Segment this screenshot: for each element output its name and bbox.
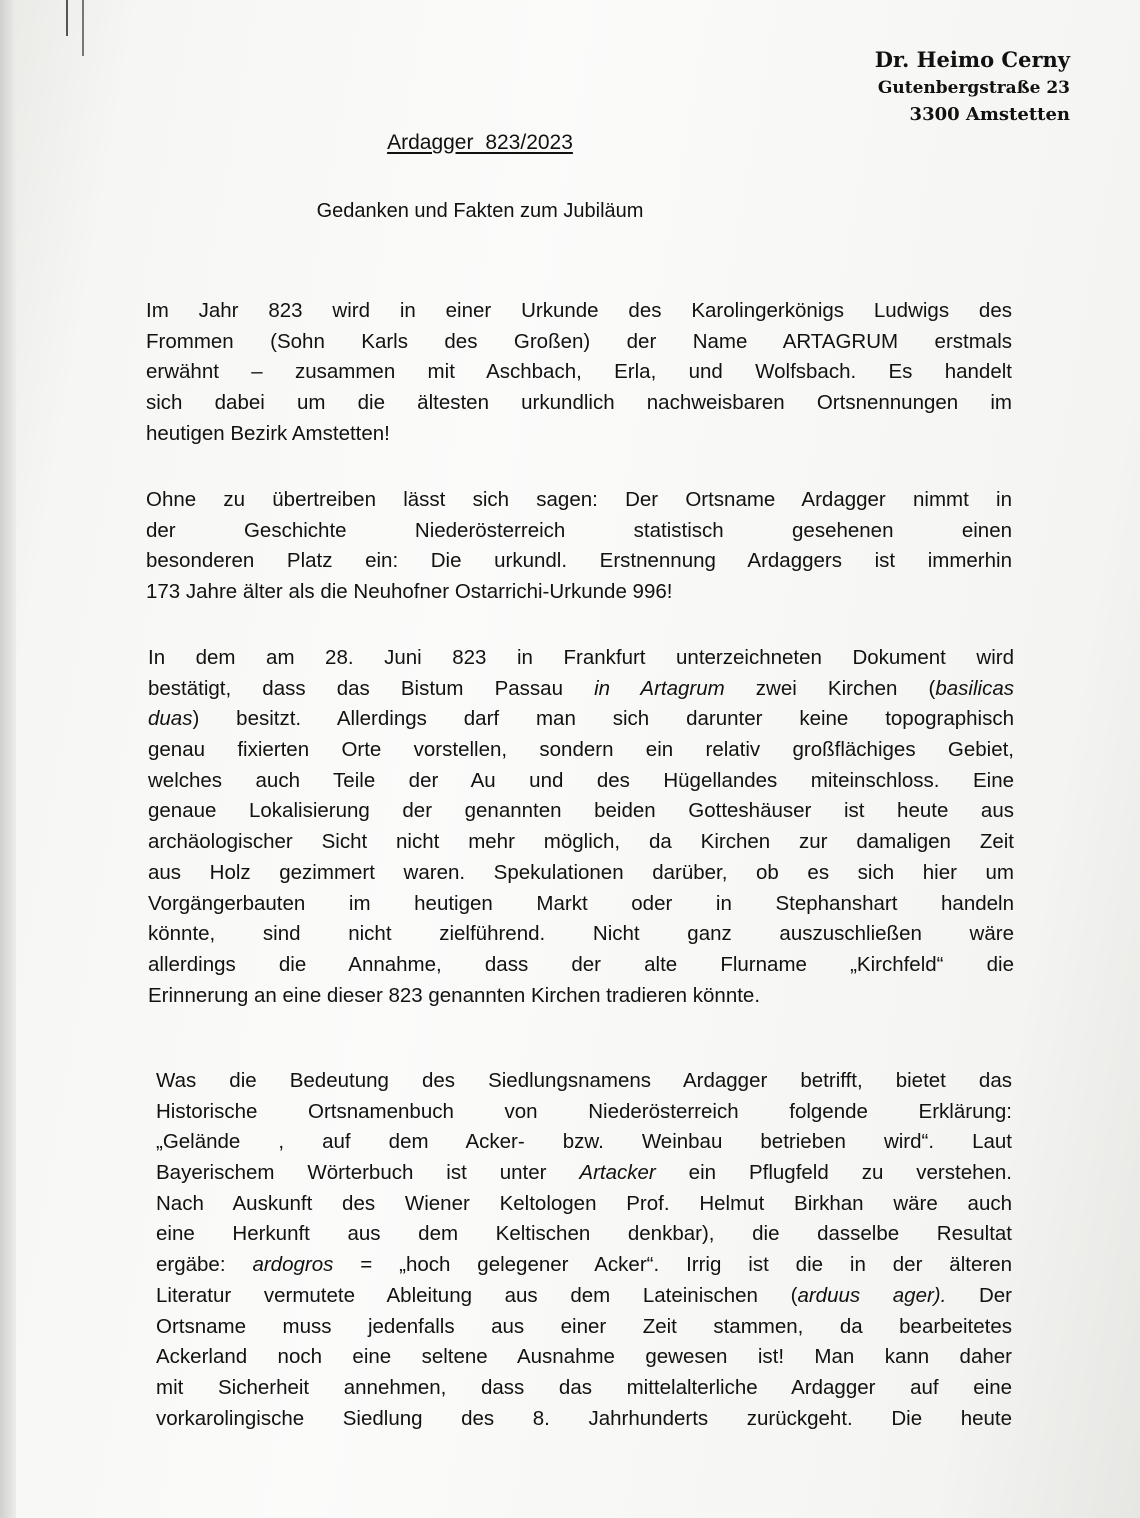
text-line: Was die Bedeutung des Siedlungsnamens Ardagger betrifft, bietet das	[156, 1069, 1012, 1092]
text-line: Ohne zu übertreiben lässt sich sagen: Der Ortsname Ardagger nimmt in	[146, 488, 1012, 511]
text-line: welches auch Teile der Au und des Hügellandes miteinschloss. Eine	[148, 768, 1014, 792]
paper-clip-mark	[66, 0, 68, 36]
text-line: der Geschichte Niederösterreich statistisch gesehenen einen	[146, 518, 1012, 542]
text-line: Literatur vermutete Ableitung aus dem Lateinischen (arduus ager). Der	[156, 1283, 1012, 1307]
text-line: bestätigt, dass das Bistum Passau in Artagrum zwei Kirchen (basilicas	[148, 676, 1014, 700]
text-line: Historische Ortsnamenbuch von Niederösterreich folgende Erklärung:	[156, 1099, 1012, 1123]
text-line: Nach Auskunft des Wiener Keltologen Prof. Helmut Birkhan wäre auch	[156, 1191, 1012, 1215]
paragraph-2	[146, 485, 1012, 608]
text-line: ergäbe: ardogros = „hoch gelegener Acker“. Irrig ist die in der älteren	[156, 1253, 1012, 1277]
text-line: heutigen Bezirk Amstetten!	[146, 421, 390, 445]
text-line: Ackerland noch eine seltene Ausnahme gewesen ist! Man kann daher	[156, 1345, 1012, 1369]
text-line: „Gelände , auf dem Acker- bzw. Weinbau betrieben wird“. Laut	[156, 1130, 1012, 1154]
sender-address-block	[875, 44, 1070, 130]
text-line: Im Jahr 823 wird in einer Urkunde des Karolingerkönigs Ludwigs des	[146, 299, 1012, 322]
text-line: duas) besitzt. Allerdings darf man sich darunter keine topographisch	[148, 707, 1014, 731]
text-line: könnte, sind nicht zielführend. Nicht ganz auszuschließen wäre	[148, 922, 1014, 946]
text-line: sich dabei um die ältesten urkundlich nachweisbaren Ortsnennungen im	[146, 391, 1012, 415]
paragraph-4	[156, 1066, 1012, 1434]
text-line: allerdings die Annahme, dass der alte Flurname „Kirchfeld“ die	[148, 952, 1014, 976]
text-line: Erinnerung an eine dieser 823 genannten Kirchen tradieren könnte.	[148, 983, 761, 1007]
text-line: 173 Jahre älter als die Neuhofner Ostarrichi-Urkunde 996!	[146, 580, 673, 604]
document-title	[0, 131, 960, 155]
document-subtitle: Gedanken und Fakten zum Jubiläum	[316, 200, 644, 222]
text-line: eine Herkunft aus dem Keltischen denkbar), die dasselbe Resultat	[156, 1222, 1012, 1246]
text-line: besonderen Platz ein: Die urkundl. Erstnennung Ardaggers ist immerhin	[146, 549, 1012, 573]
text-line: Vorgängerbauten im heutigen Markt oder in Stephanshart handeln	[148, 891, 1014, 915]
text-line: erwähnt – zusammen mit Aschbach, Erla, und Wolfsbach. Es handelt	[146, 360, 1012, 384]
page-edge-shadow	[0, 0, 16, 1518]
paper-clip-mark	[82, 0, 84, 56]
paragraph-1	[146, 296, 1012, 449]
text-line: mit Sicherheit annehmen, dass das mittelalterliche Ardagger auf eine	[156, 1375, 1012, 1399]
text-line: vorkarolingische Siedlung des 8. Jahrhunderts zurückgeht. Die heute	[156, 1406, 1012, 1430]
text-line: In dem am 28. Juni 823 in Frankfurt unterzeichneten Dokument wird	[148, 646, 1014, 669]
text-line: genaue Lokalisierung der genannten beiden Gotteshäuser ist heute aus	[148, 799, 1014, 823]
text-line: aus Holz gezimmert waren. Spekulationen darüber, ob es sich hier um	[148, 860, 1014, 884]
text-line: Ortsname muss jedenfalls aus einer Zeit stammen, da bearbeitetes	[156, 1314, 1012, 1338]
text-line: Frommen (Sohn Karls des Großen) der Name ARTAGRUM erstmals	[146, 329, 1012, 353]
sender-street: Gutenbergstraße 23	[877, 78, 1070, 98]
paragraph-3	[148, 643, 1014, 1011]
document-title-text: Ardagger 823/2023	[387, 131, 573, 154]
text-line: genau fixierten Orte vorstellen, sondern ein relativ großflächiges Gebiet,	[148, 738, 1014, 762]
sender-city: 3300 Amstetten	[909, 104, 1070, 125]
text-line: archäologischer Sicht nicht mehr möglich, da Kirchen zur damaligen Zeit	[148, 830, 1014, 854]
text-line: Bayerischem Wörterbuch ist unter Artacker ein Pflugfeld zu verstehen.	[156, 1161, 1012, 1185]
sender-name: Dr. Heimo Cerny	[874, 47, 1070, 72]
